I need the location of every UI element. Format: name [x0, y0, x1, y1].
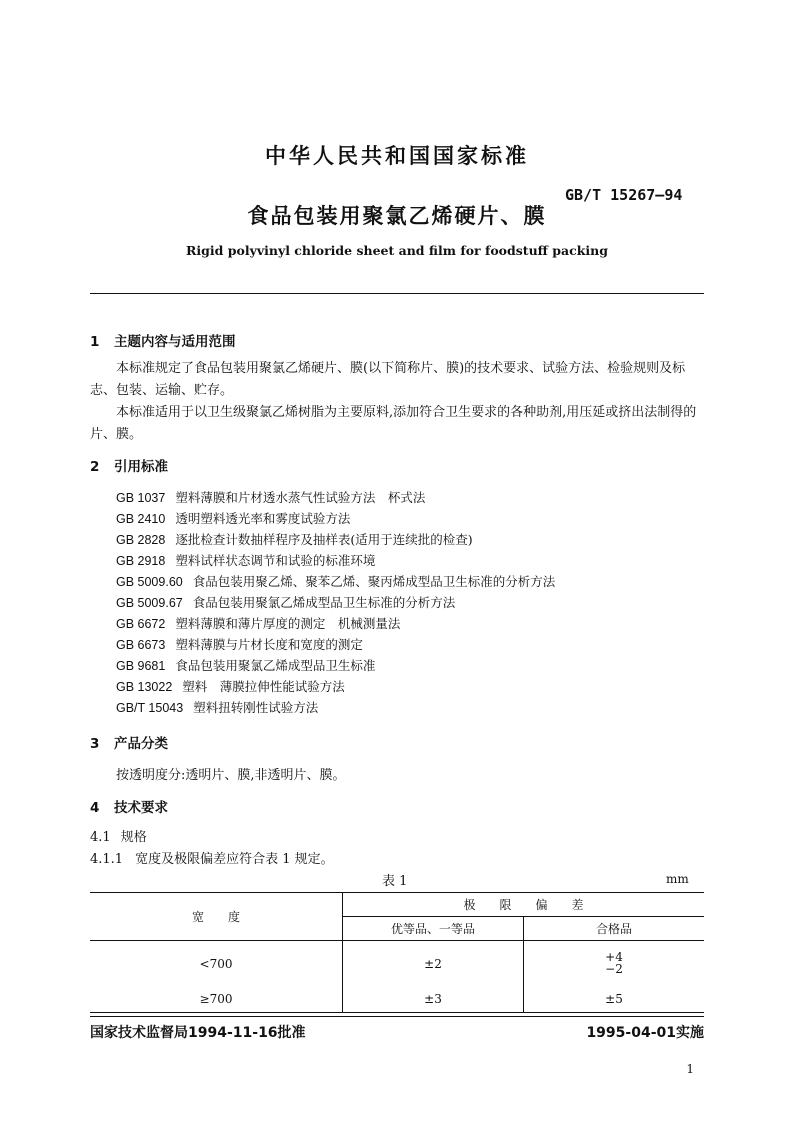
reference-item [116, 487, 555, 508]
reference-code: GB/T 15043 [116, 701, 184, 715]
section-title: 技术要求 [114, 800, 168, 816]
subsection-number: 4.1 [90, 830, 111, 845]
reference-item [116, 655, 555, 676]
header-divider [90, 293, 704, 294]
implementation-date: 1995-04-01实施 [586, 1025, 704, 1041]
header-tolerance: 极 限 偏 差 [343, 893, 705, 917]
reference-code: GB 9681 [116, 659, 166, 673]
reference-item [116, 613, 555, 634]
reference-item [116, 571, 555, 592]
reference-code: GB 6672 [116, 617, 166, 631]
reference-title: 食品包装用聚乙烯、聚苯乙烯、聚丙烯成型品卫生标准的分析方法 [192, 574, 556, 589]
reference-code: GB 1037 [116, 491, 166, 505]
reference-list [116, 487, 555, 718]
reference-item [116, 550, 555, 571]
reference-code: GB 2410 [116, 512, 166, 526]
section-3-text: 按透明度分:透明片、膜,非透明片、膜。 [116, 768, 346, 783]
table-row [90, 987, 704, 1013]
subsection-4-1-1 [90, 848, 334, 867]
table-row [90, 941, 704, 987]
page-number: 1 [686, 1062, 694, 1076]
reference-code: GB 2918 [116, 554, 166, 568]
section-1-paragraph-1: 本标准规定了食品包装用聚氯乙烯硬片、膜(以下简称片、膜)的技术要求、试验方法、检验规则及标志、包装、运输、贮存。 [90, 361, 686, 398]
section-title: 主题内容与适用范围 [114, 334, 236, 350]
table-caption: 表 1 [382, 874, 408, 889]
reference-item [116, 676, 555, 697]
reference-item [116, 634, 555, 655]
reference-title: 食品包装用聚氯乙烯成型品卫生标准 [175, 658, 376, 673]
reference-item [116, 529, 555, 550]
table-unit: mm [666, 872, 689, 886]
subsection-text: 宽度及极限偏差应符合表 1 规定。 [135, 852, 334, 867]
section-3-heading [90, 732, 168, 752]
header-grade-b: 合格品 [524, 917, 705, 941]
reference-code: GB 6673 [116, 638, 166, 652]
document-title-zh: 食品包装用聚氯乙烯硬片、膜 [247, 204, 547, 228]
tolerance-lower: −2 [605, 962, 623, 977]
cell-grade-a: ±3 [343, 987, 524, 1013]
cell-grade-b: ±5 [524, 987, 705, 1013]
reference-title: 塑料薄膜和薄片厚度的测定 机械测量法 [175, 616, 401, 631]
reference-title: 食品包装用聚氯乙烯成型品卫生标准的分析方法 [192, 595, 456, 610]
section-title: 引用标准 [114, 459, 168, 475]
reference-title: 塑料试样状态调节和试验的标准环境 [175, 553, 376, 568]
reference-title: 塑料 薄膜拉伸性能试验方法 [182, 679, 345, 694]
reference-title: 透明塑料透光率和雾度试验方法 [175, 511, 351, 526]
national-standard-heading: 中华人民共和国国家标准 [265, 144, 529, 168]
width-tolerance-table [90, 892, 704, 1013]
reference-title: 塑料薄膜和片材透水蒸气性试验方法 杯式法 [175, 490, 426, 505]
subsection-title: 规格 [120, 830, 147, 845]
header-grade-a: 优等品、一等品 [343, 917, 524, 941]
tolerance-upper: +4 [605, 950, 623, 965]
section-number: 4 [90, 800, 100, 816]
reference-title: 塑料薄膜与片材长度和宽度的测定 [175, 637, 363, 652]
section-2-heading [90, 455, 168, 475]
subsection-number: 4.1.1 [90, 852, 124, 867]
reference-code: GB 13022 [116, 680, 173, 694]
reference-code: GB 2828 [116, 533, 166, 547]
section-1-paragraph-2: 本标准适用于以卫生级聚氯乙烯树脂为主要原料,添加符合卫生要求的各种助剂,用压延或挤出法制得的片、膜。 [90, 405, 697, 442]
document-title-en: Rigid polyvinyl chloride sheet and film for foodstuff packing [186, 243, 608, 258]
reference-item [116, 592, 555, 613]
section-number: 2 [90, 459, 100, 475]
reference-item [116, 508, 555, 529]
reference-title: 逐批检查计数抽样程序及抽样表(适用于连续批的检查) [175, 532, 473, 547]
tolerance-stack [605, 951, 623, 975]
cell-grade-a: ±2 [343, 941, 524, 987]
section-number: 3 [90, 736, 100, 752]
reference-item [116, 697, 555, 718]
cell-width: <700 [90, 941, 343, 987]
cell-grade-b [524, 941, 705, 987]
reference-code: GB 5009.60 [116, 575, 183, 589]
reference-code: GB 5009.67 [116, 596, 183, 610]
reference-title: 塑料扭转刚性试验方法 [193, 700, 319, 715]
header-width: 宽 度 [90, 893, 343, 941]
approval-line: 国家技术监督局1994-11-16批准 [90, 1025, 306, 1041]
subsection-4-1 [90, 826, 147, 845]
section-4-heading [90, 796, 168, 816]
section-number: 1 [90, 334, 100, 350]
footer-divider [90, 1016, 704, 1017]
section-1-heading [90, 330, 236, 350]
standard-number: GB/T 15267—94 [565, 186, 683, 204]
cell-width: ≥700 [90, 987, 343, 1013]
section-title: 产品分类 [114, 736, 168, 752]
